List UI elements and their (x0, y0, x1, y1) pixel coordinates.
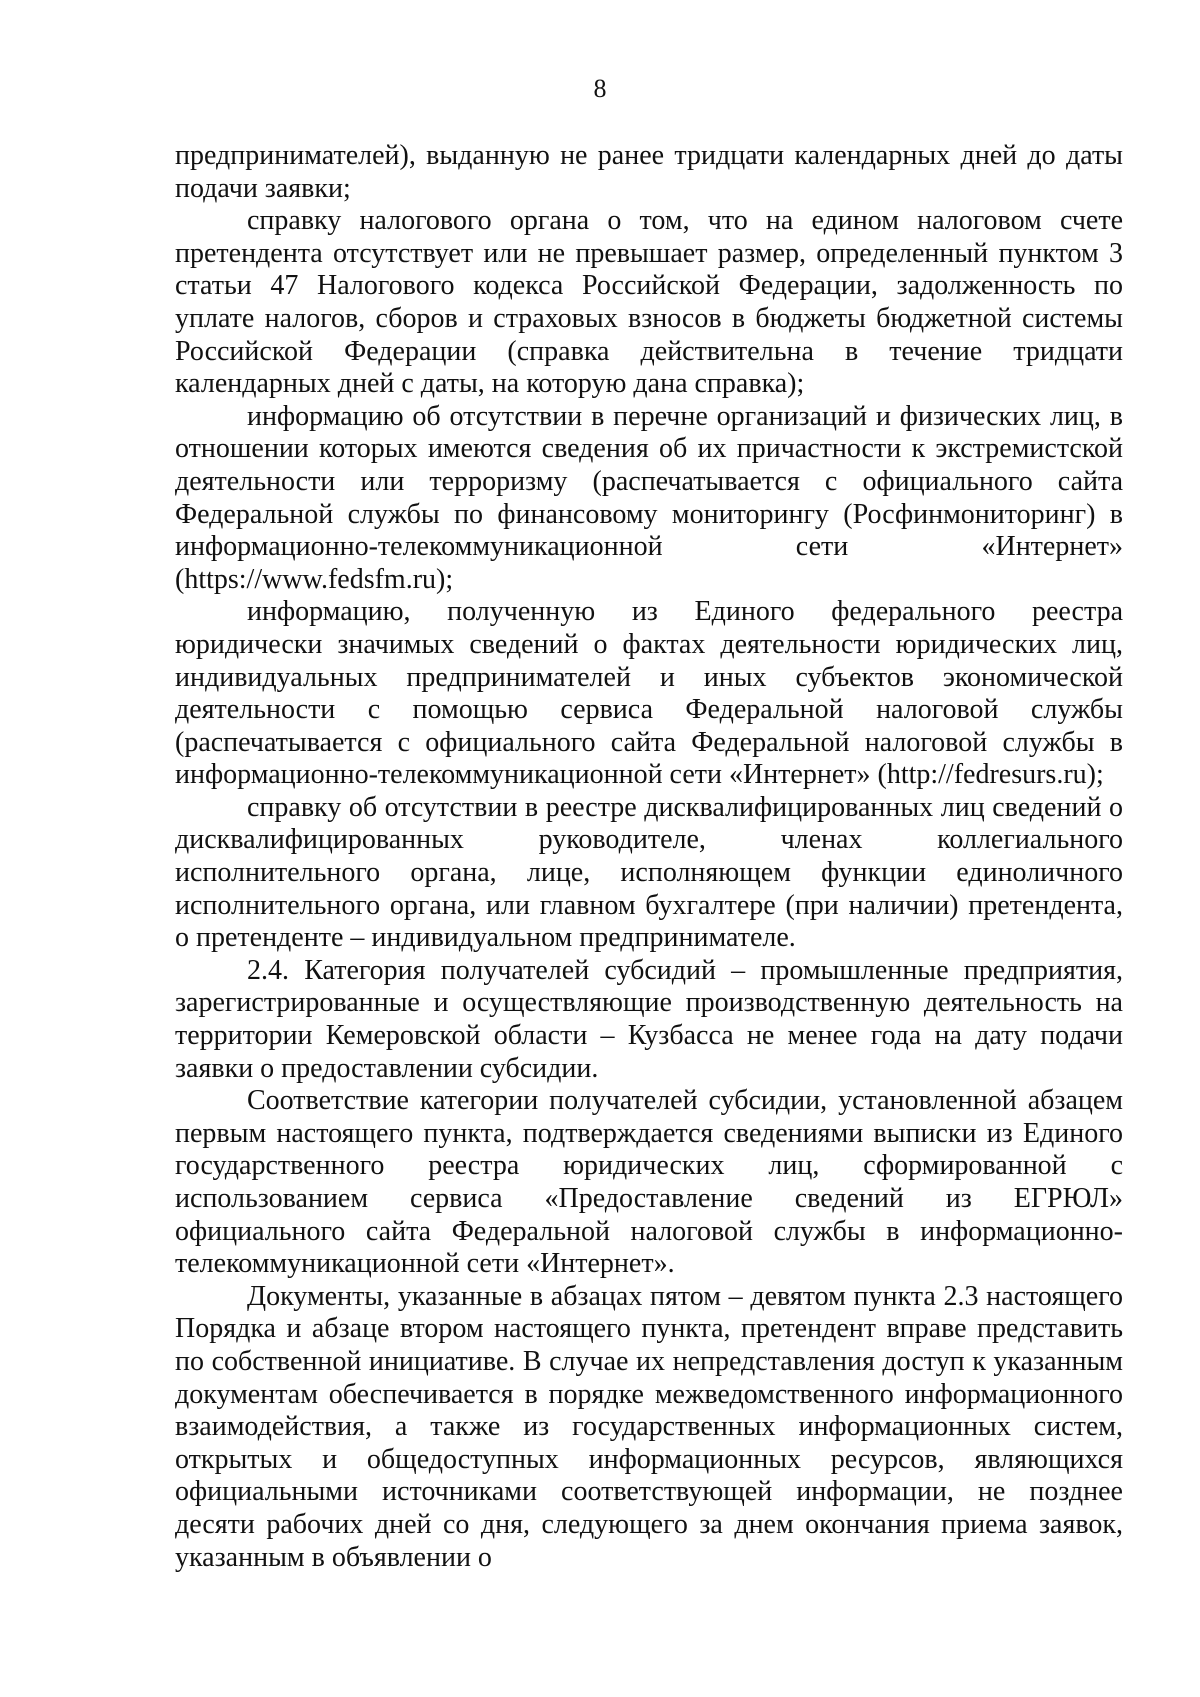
paragraph-documents-initiative: Документы, указанные в абзацах пятом – девятом пункта 2.3 настоящего Порядка и абзаце втором настоящего пункта, претендент вправе представить по собственной инициативе. В случае их непредставления доступ к указанным документам обеспечивается в порядке межведомственного информационного взаимодействия, а также из государственных информационных систем, открытых и общедоступных информационных ресурсов, являющихся официальными источниками соответствующей информации, не позднее десяти рабочих дней со дня, следующего за днем окончания приема заявок, указанным в объявлении о (175, 1280, 1123, 1573)
paragraph-section-2-4: 2.4. Категория получателей субсидий – промышленные предприятия, зарегистрированные и осуществляющие производственную деятельность на территории Кемеровской области – Кузбасса не менее года на дату подачи заявки о предоставлении субсидии. (175, 954, 1123, 1084)
page-number: 8 (593, 74, 607, 103)
paragraph-category-compliance: Соответствие категории получателей субсидии, установленной абзацем первым настоящего пункта, подтверждается сведениями выписки из Единого государственного реестра юридических лиц, сформированной с использованием сервиса «Предоставление сведений из ЕГРЮЛ» официального сайта Федеральной налоговой службы в информационно-телекоммуникационной сети «Интернет». (175, 1085, 1123, 1280)
paragraph-continuation-entrepreneurs: предпринимателей), выданную не ранее тридцати календарных дней до даты подачи заявки; (175, 140, 1123, 204)
document-body (175, 140, 1123, 1574)
paragraph-extremism-list: информацию об отсутствии в перечне организаций и физических лиц, в отношении которых имеются сведения об их причастности к экстремистской деятельности или терроризму (распечатывается с официального сайта Федеральной службы по финансовому мониторингу (Росфинмониторинг) в информационно-телекоммуникационной сети «Интернет» (https://www.fedsfm.ru); (175, 400, 1123, 595)
paragraph-fedresurs-info: информацию, полученную из Единого федерального реестра юридически значимых сведений о фактах деятельности юридических лиц, индивидуальных предпринимателей и иных субъектов экономической деятельности с помощью сервиса Федеральной налоговой службы (распечатывается с официального сайта Федеральной налоговой службы в информационно-телекоммуникационной сети «Интернет» (http://fedresurs.ru); (175, 596, 1123, 791)
paragraph-disqualified-persons: справку об отсутствии в реестре дисквалифицированных лиц сведений о дисквалифицированных руководителе, членах коллегиального исполнительного органа, лице, исполняющем функции единоличного исполнительного органа, или главном бухгалтере (при наличии) претендента, о претенденте – индивидуальном предпринимателе. (175, 791, 1123, 954)
paragraph-tax-certificate: справку налогового органа о том, что на едином налоговом счете претендента отсутствует или не превышает размер, определенный пунктом 3 статьи 47 Налогового кодекса Российской Федерации, задолженность по уплате налогов, сборов и страховых взносов в бюджеты бюджетной системы Российской Федерации (справка действительна в течение тридцати календарных дней с даты, на которую дана справка); (175, 205, 1123, 400)
